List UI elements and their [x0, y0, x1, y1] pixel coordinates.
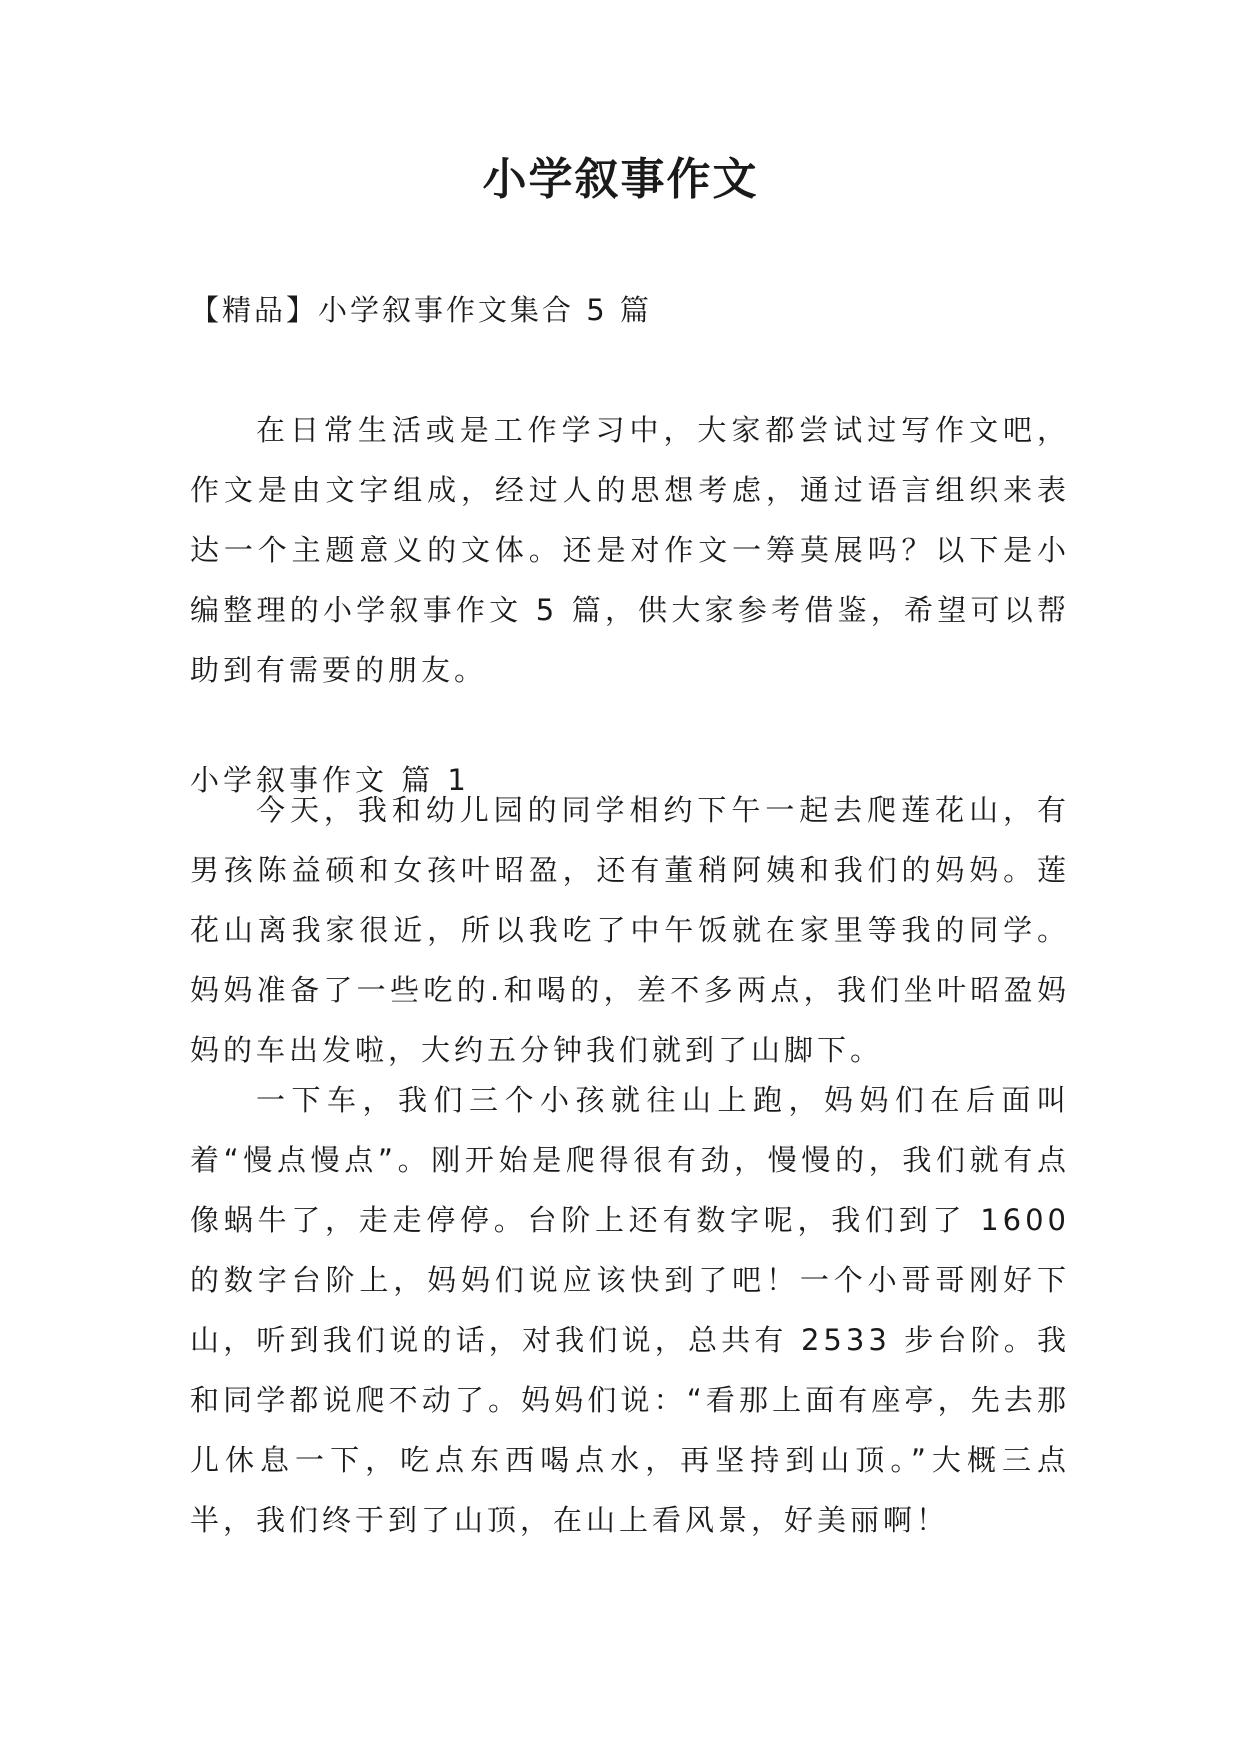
document-title: 小学叙事作文: [482, 154, 759, 205]
body-paragraph-1: 今天，我和幼儿园的同学相约下午一起去爬莲花山，有男孩陈益硕和女孩叶昭盈，还有董稍阿姨和我们的妈妈。莲花山离我家很近，所以我吃了中午饭就在家里等我的同学。妈妈准备了一些吃的.和喝的，差不多两点，我们坐叶昭盈妈妈的车出发啦，大约五分钟我们就到了山脚下。: [190, 793, 1070, 1067]
document-subtitle: 【精品】小学叙事作文集合 5 篇: [190, 293, 652, 327]
section-heading: 小学叙事作文 篇 1: [190, 763, 470, 797]
intro-paragraph: 在日常生活或是工作学习中，大家都尝试过写作文吧，作文是由文字组成，经过人的思想考虑，通过语言组织来表达一个主题意义的文体。还是对作文一筹莫展吗？以下是小编整理的小学叙事作文 5 篇，供大家参考借鉴，希望可以帮助到有需要的朋友。: [190, 413, 1070, 687]
body-paragraph-2: 一下车，我们三个小孩就往山上跑，妈妈们在后面叫着“慢点慢点”。刚开始是爬得很有劲，慢慢的，我们就有点像蜗牛了，走走停停。台阶上还有数字呢，我们到了 1600 的数字台阶上，妈妈们说应该快到了吧！一个小哥哥刚好下山，听到我们说的话，对我们说，总共有 2533 步台阶。我和同学都说爬不动了。妈妈们说：“看那上面有座亭，先去那儿休息一下，吃点东西喝点水，再坚持到山顶。”大概三点半，我们终于到了山顶，在山上看风景，好美丽啊！: [190, 1083, 1070, 1537]
